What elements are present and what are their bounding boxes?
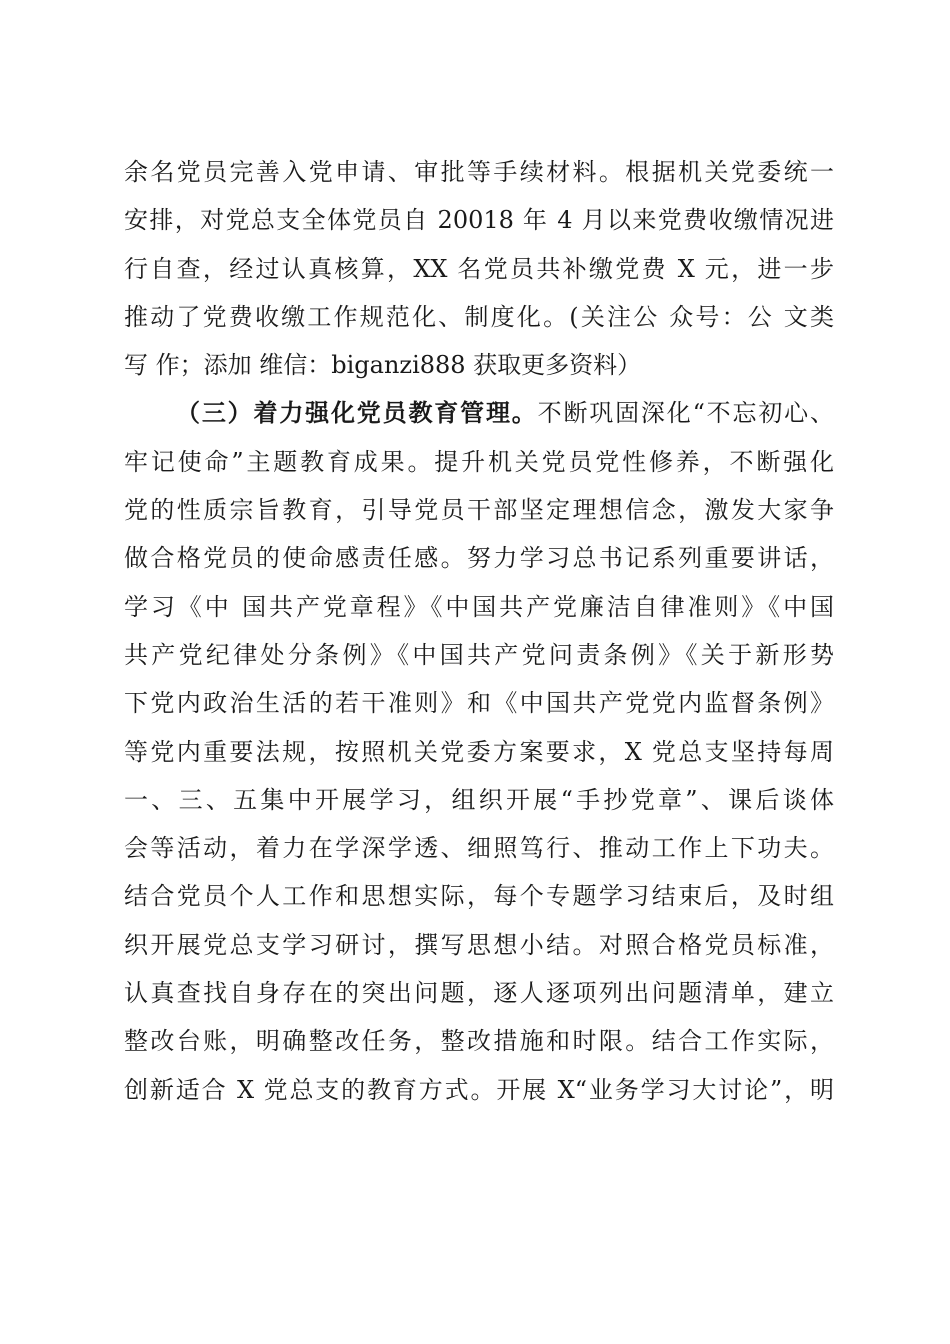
text-line: 安排，对党总支全体党员自 20018 年 4 月以来党费收缴情况进 [124,206,834,235]
text-line: 写 作；添加 维信：biganzi888 获取更多资料） [124,351,642,380]
text-line: 结合党员个人工作和思想实际，每个专题学习结束后，及时组 [124,882,834,911]
text-line: 下党内政治生活的若干准则》和《中国共产党党内监督条例》 [124,689,834,718]
text-line: 认真查找自身存在的突出问题，逐人逐项列出问题清单，建立 [124,979,834,1008]
section-heading: （三）着力强化党员教育管理。 [176,399,538,428]
text-line: 党的性质宗旨教育，引导党员干部坚定理想信念，激发大家争 [124,496,834,525]
text-line: 牢记使命”主题教育成果。提升机关党员党性修养，不断强化 [124,447,834,476]
text-line: 整改台账，明确整改任务，整改措施和时限。结合工作实际， [124,1027,834,1056]
text-line: 学习《中 国共产党章程》《中国共产党廉洁自律准则》《中国 [124,592,834,621]
text-line: 一、三、五集中开展学习，组织开展“手抄党章”、课后谈体 [124,785,834,814]
text-line: 创新适合 X 党总支的教育方式。开展 X“业务学习大讨论”，明 [124,1075,834,1104]
text-line: 共产党纪律处分条例》《中国共产党问责条例》《关于新形势 [124,640,834,669]
text-line: 推动了党费收缴工作规范化、制度化。(关注公 众号：公 文类 [124,302,834,331]
text-line: 余名党员完善入党申请、审批等手续材料。根据机关党委统一 [124,158,834,186]
paragraph-member-education [124,389,834,1113]
text-line: 织开展党总支学习研讨，撰写思想小结。对照合格党员标准， [124,930,834,959]
text-line: 等党内重要法规，按照机关党委方案要求，X 党总支坚持每周 [124,737,834,766]
section-heading-line [124,389,834,437]
text-line: 会等活动，着力在学深学透、细照笃行、推动工作上下功夫。 [124,834,834,863]
heading-line-text: 不断巩固深化“不忘初心、 [537,399,834,428]
text-line: 行自查，经过认真核算，XX 名党员共补缴党费 X 元，进一步 [124,254,834,283]
text-line: 做合格党员的使命感责任感。努力学习总书记系列重要讲话， [124,544,834,573]
document-body [124,148,834,1114]
paragraph-party-fees [124,148,834,389]
